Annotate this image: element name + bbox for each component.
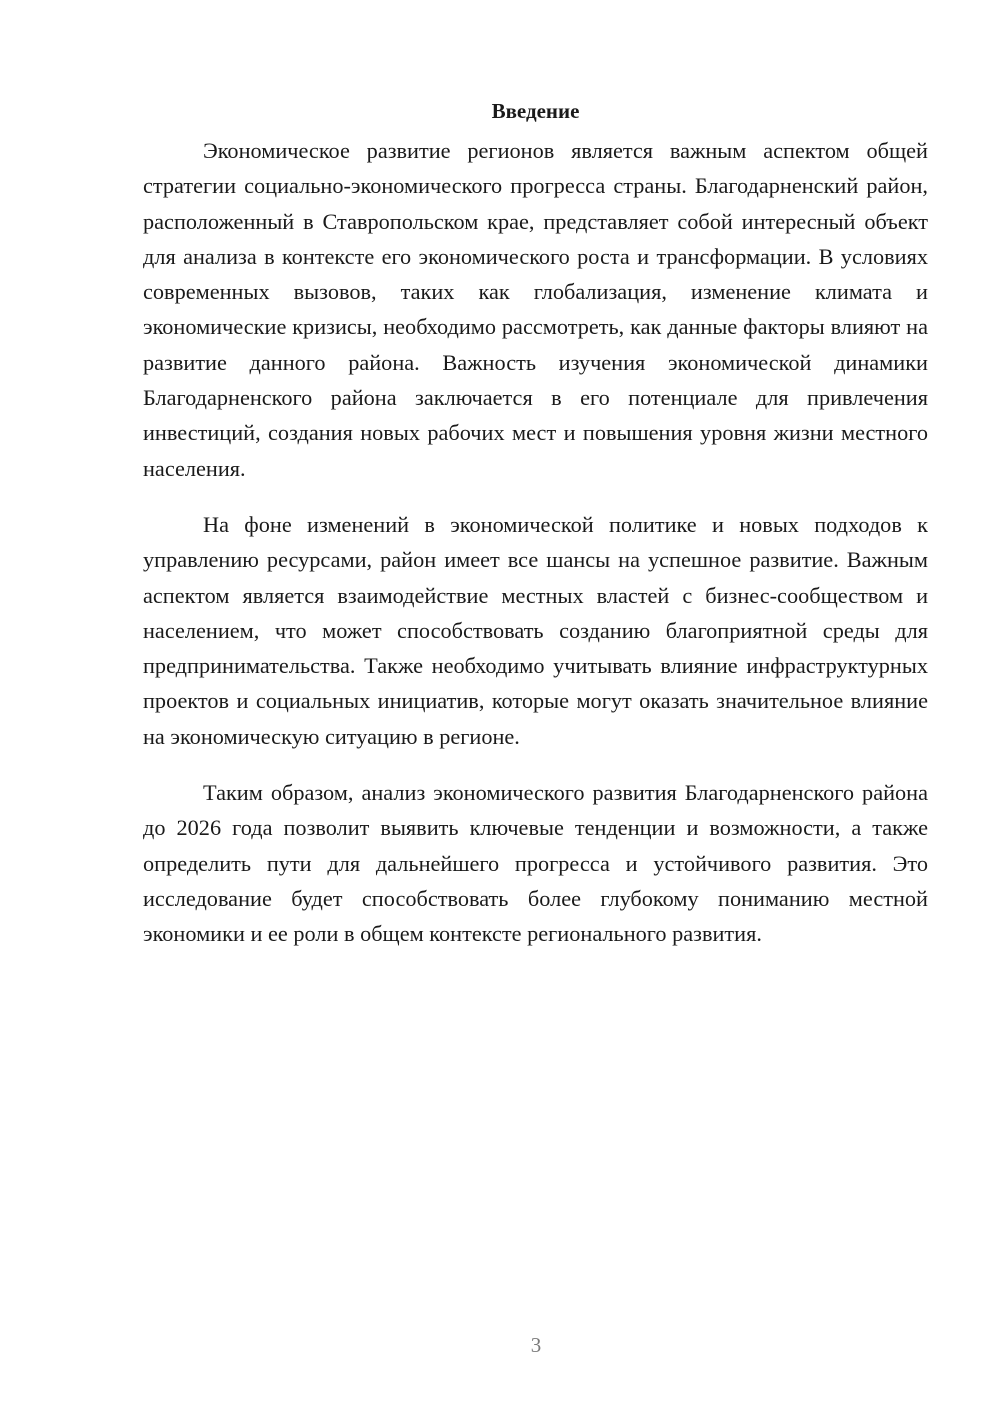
paragraph-2: На фоне изменений в экономической политике и новых подходов к управлению ресурсами, район имеет все шансы на успешное развитие. Важным аспектом является взаимодействие местных властей с бизнес-сообществом и населением, что может способствовать созданию благоприятной среды для предпринимательства. Также необходимо учитывать влияние инфраструктурных проектов и социальных инициатив, которые могут оказать значительное влияние на экономическую ситуацию в регионе. bbox=[143, 511, 928, 749]
paragraph-1: Экономическое развитие регионов является важным аспектом общей стратегии социально-экономического прогресса страны. Благодарненский район, расположенный в Ставропольском крае, представляет собой интересный объект для анализа в контексте его экономического роста и трансформации. В условиях современных вызовов, таких как глобализация, изменение климата и экономические кризисы, необходимо рассмотреть, как данные факторы влияют на развитие данного района. Важность изучения экономической динамики Благодарненского района заключается в его потенциале для привлечения инвестиций, создания новых рабочих мест и повышения уровня жизни местного населения. bbox=[143, 138, 928, 481]
paragraph-3: Таким образом, анализ экономического развития Благодарненского района до 2026 года позволит выявить ключевые тенденции и возможности, а также определить пути для дальнейшего прогресса и устойчивого развития. Это исследование будет способствовать более глубокому пониманию местной экономики и ее роли в общем контексте регионального развития. bbox=[143, 780, 928, 947]
section-heading: Введение bbox=[491, 99, 580, 123]
page-content bbox=[143, 92, 928, 952]
page-number: 3 bbox=[530, 1333, 542, 1357]
